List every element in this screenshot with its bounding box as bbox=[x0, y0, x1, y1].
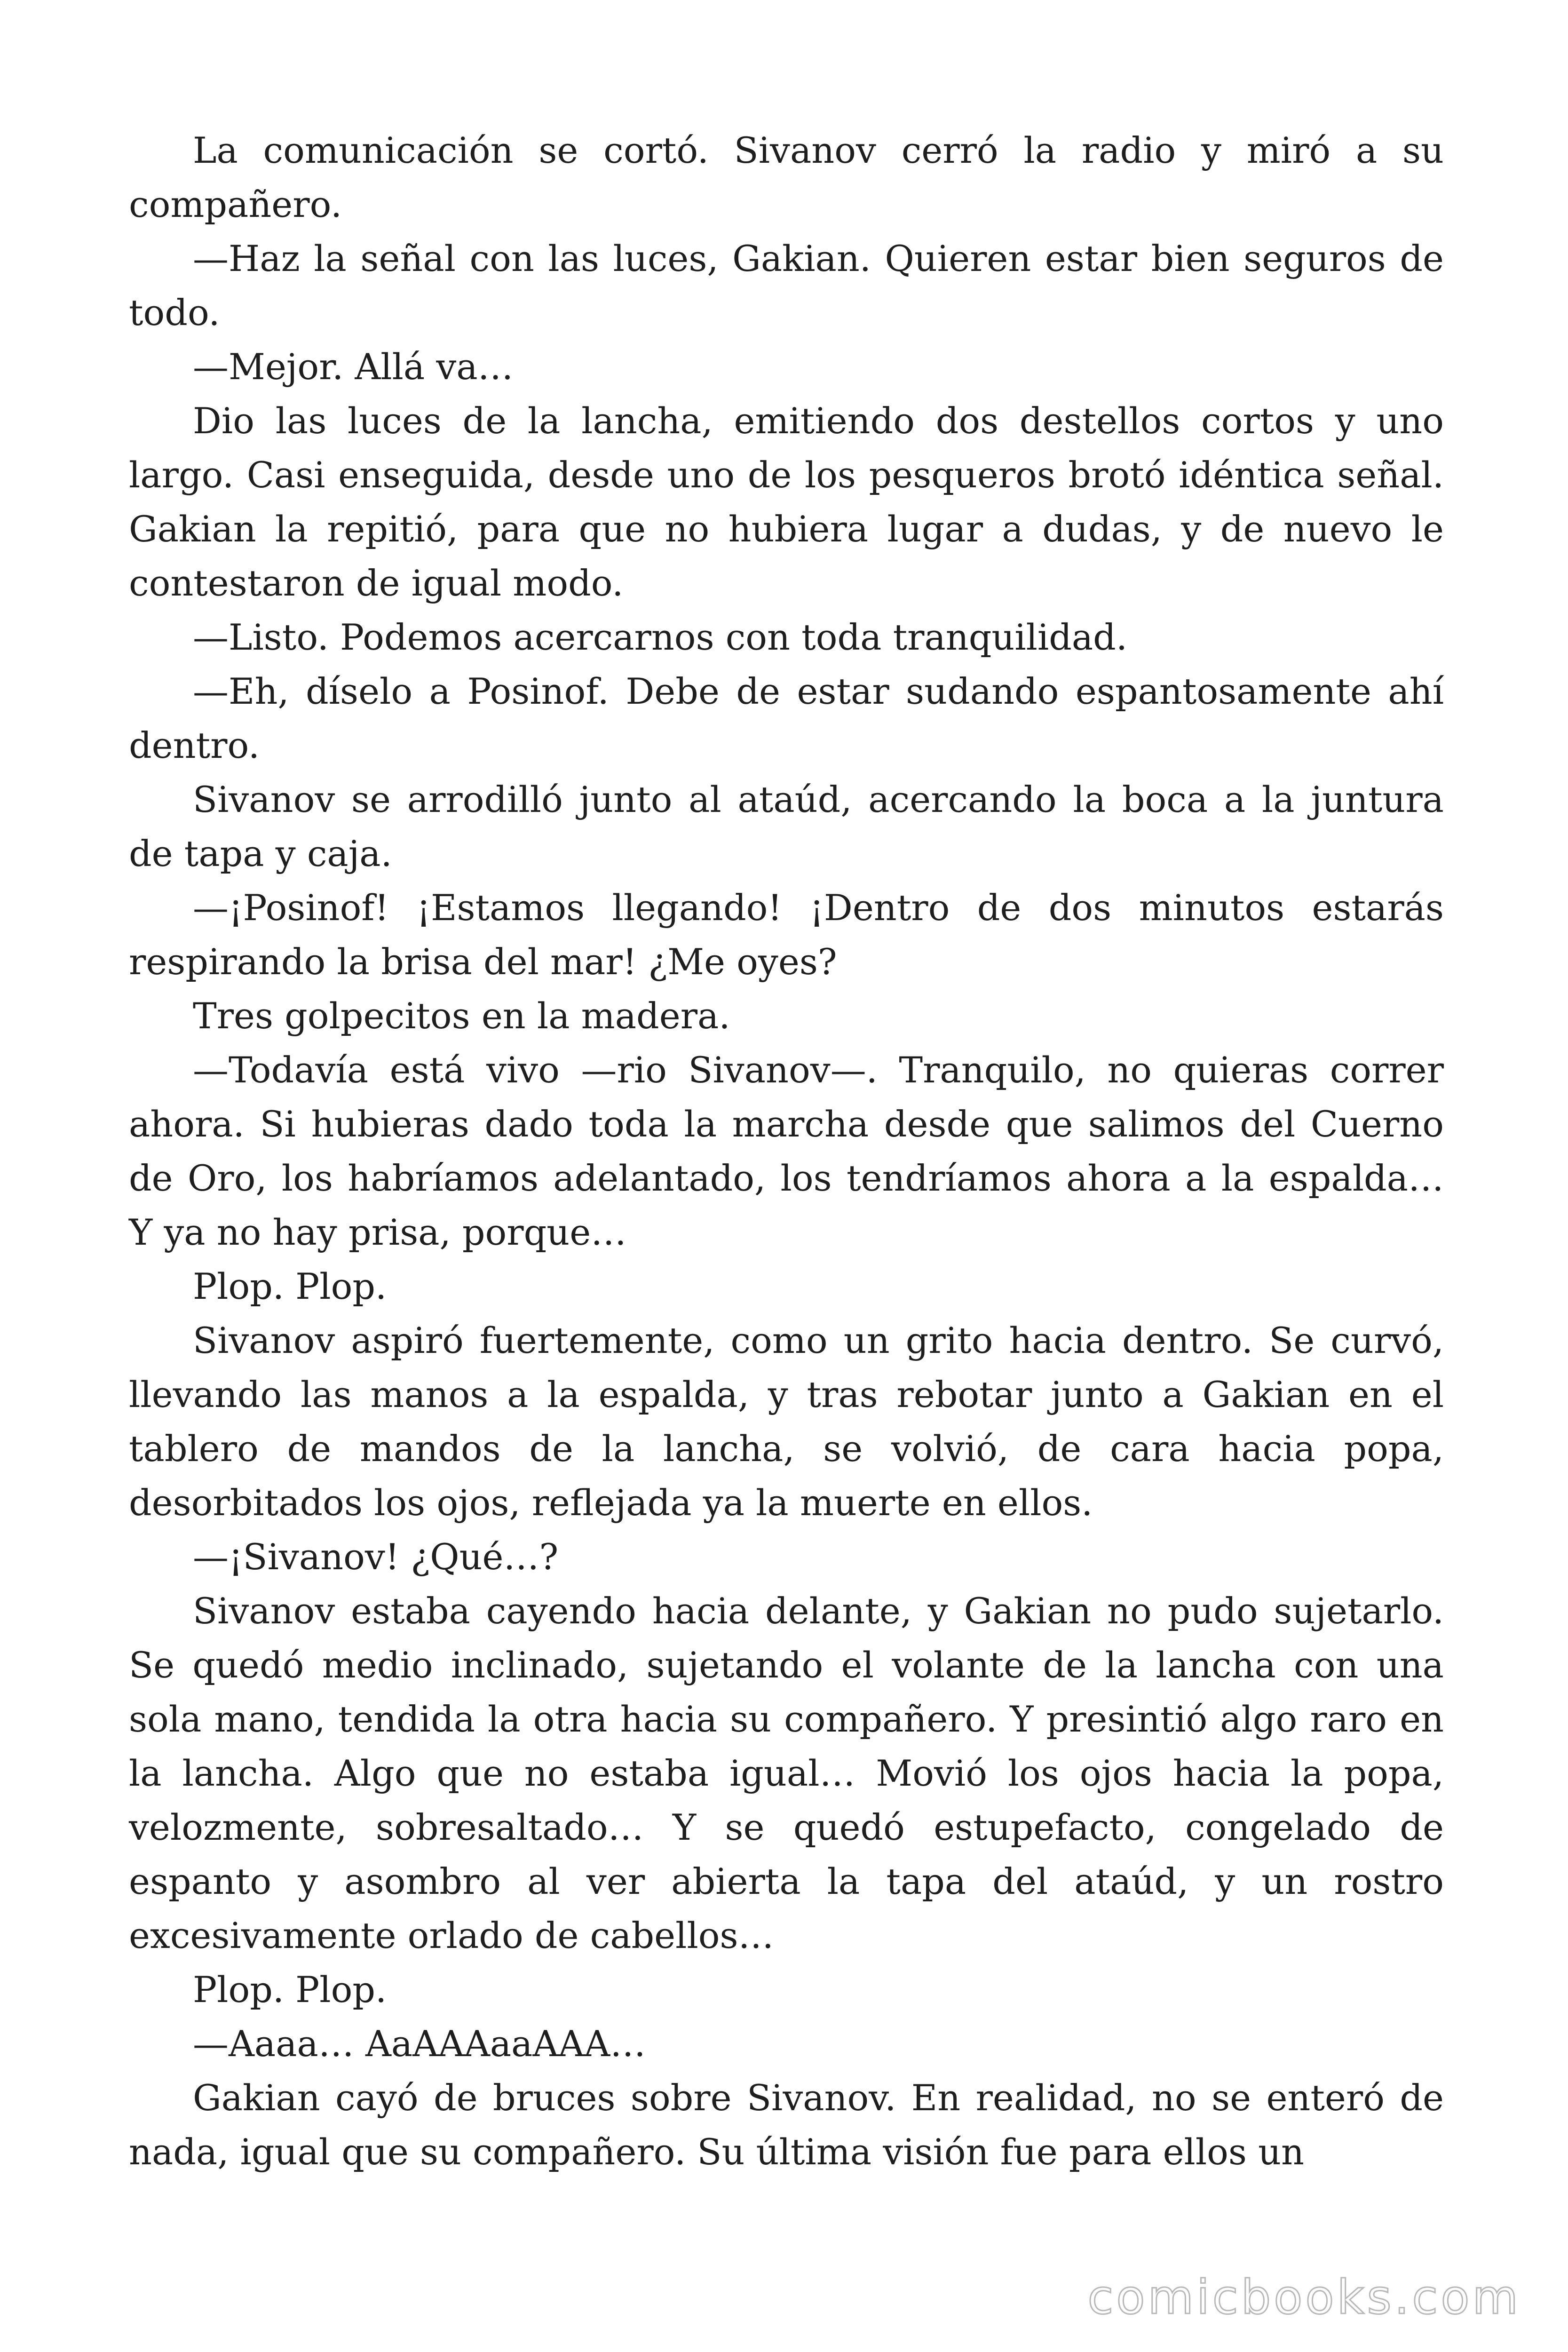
paragraph: —¡Sivanov! ¿Qué…? bbox=[193, 1536, 559, 1578]
paragraph: Sivanov aspiró fuertemente, como un grito hacia dentro. Se curvó, llevando las manos a la espalda, y tras rebotar junto a Gakian en el tablero de mandos de la lancha, se volvió, de cara hacia popa, desorbitados los ojos, reflejada ya la muerte en ellos. bbox=[129, 1319, 1444, 1524]
paragraph: Dio las luces de la lancha, emitiendo dos destellos cortos y uno largo. Casi enseguida, desde uno de los pesqueros brotó idéntica señal. Gakian la repitió, para que no hubiera lugar a dudas, y de nuevo le contestaron de igual modo. bbox=[129, 400, 1444, 604]
paragraph: —Todavía está vivo —rio Sivanov—. Tranquilo, no quieras correr ahora. Si hubieras dado toda la marcha desde que salimos del Cuerno de Oro, los habríamos adelantado, los tendríamos ahora a la espalda… Y ya no hay prisa, porque… bbox=[129, 1049, 1444, 1253]
watermark: comicbooks.com bbox=[1087, 2270, 1521, 2325]
paragraph: —Eh, díselo a Posinof. Debe de estar sudando espantosamente ahí dentro. bbox=[129, 670, 1444, 766]
paragraph: —¡Posinof! ¡Estamos llegando! ¡Dentro de dos minutos estarás respirando la brisa del mar! ¿Me oyes? bbox=[129, 887, 1444, 983]
paragraph: La comunicación se cortó. Sivanov cerró la radio y miró a su compañero. bbox=[129, 129, 1444, 225]
paragraph: —Listo. Podemos acercarnos con toda tranquilidad. bbox=[193, 616, 1127, 658]
paragraph: —Haz la señal con las luces, Gakian. Quieren estar bien seguros de todo. bbox=[129, 238, 1444, 334]
paragraph: —Mejor. Allá va… bbox=[193, 346, 514, 388]
paragraph: Plop. Plop. bbox=[193, 1265, 387, 1307]
paragraph: Gakian cayó de bruces sobre Sivanov. En realidad, no se enteró de nada, igual que su compañero. Su última visión fue para ellos un bbox=[129, 2077, 1444, 2173]
paragraph: Sivanov estaba cayendo hacia delante, y Gakian no pudo sujetarlo. Se quedó medio inclinado, sujetando el volante de la lancha con una sola mano, tendida la otra hacia su compañero. Y presintió algo raro en la lancha. Algo que no estaba igual… Movió los ojos hacia la popa, velozmente, sobresaltado… Y se quedó estupefacto, congelado de espanto y asombro al ver abierta la tapa del ataúd, y un rostro excesivamente orlado de cabellos… bbox=[129, 1590, 1444, 1956]
paragraph: Plop. Plop. bbox=[193, 1969, 387, 2010]
paragraph: Sivanov se arrodilló junto al ataúd, acercando la boca a la juntura de tapa y caja. bbox=[129, 779, 1444, 874]
page-body bbox=[129, 123, 1444, 2179]
paragraph: —Aaaa… AaAAAaaAAA… bbox=[193, 2023, 646, 2065]
paragraph: Tres golpecitos en la madera. bbox=[193, 995, 730, 1037]
